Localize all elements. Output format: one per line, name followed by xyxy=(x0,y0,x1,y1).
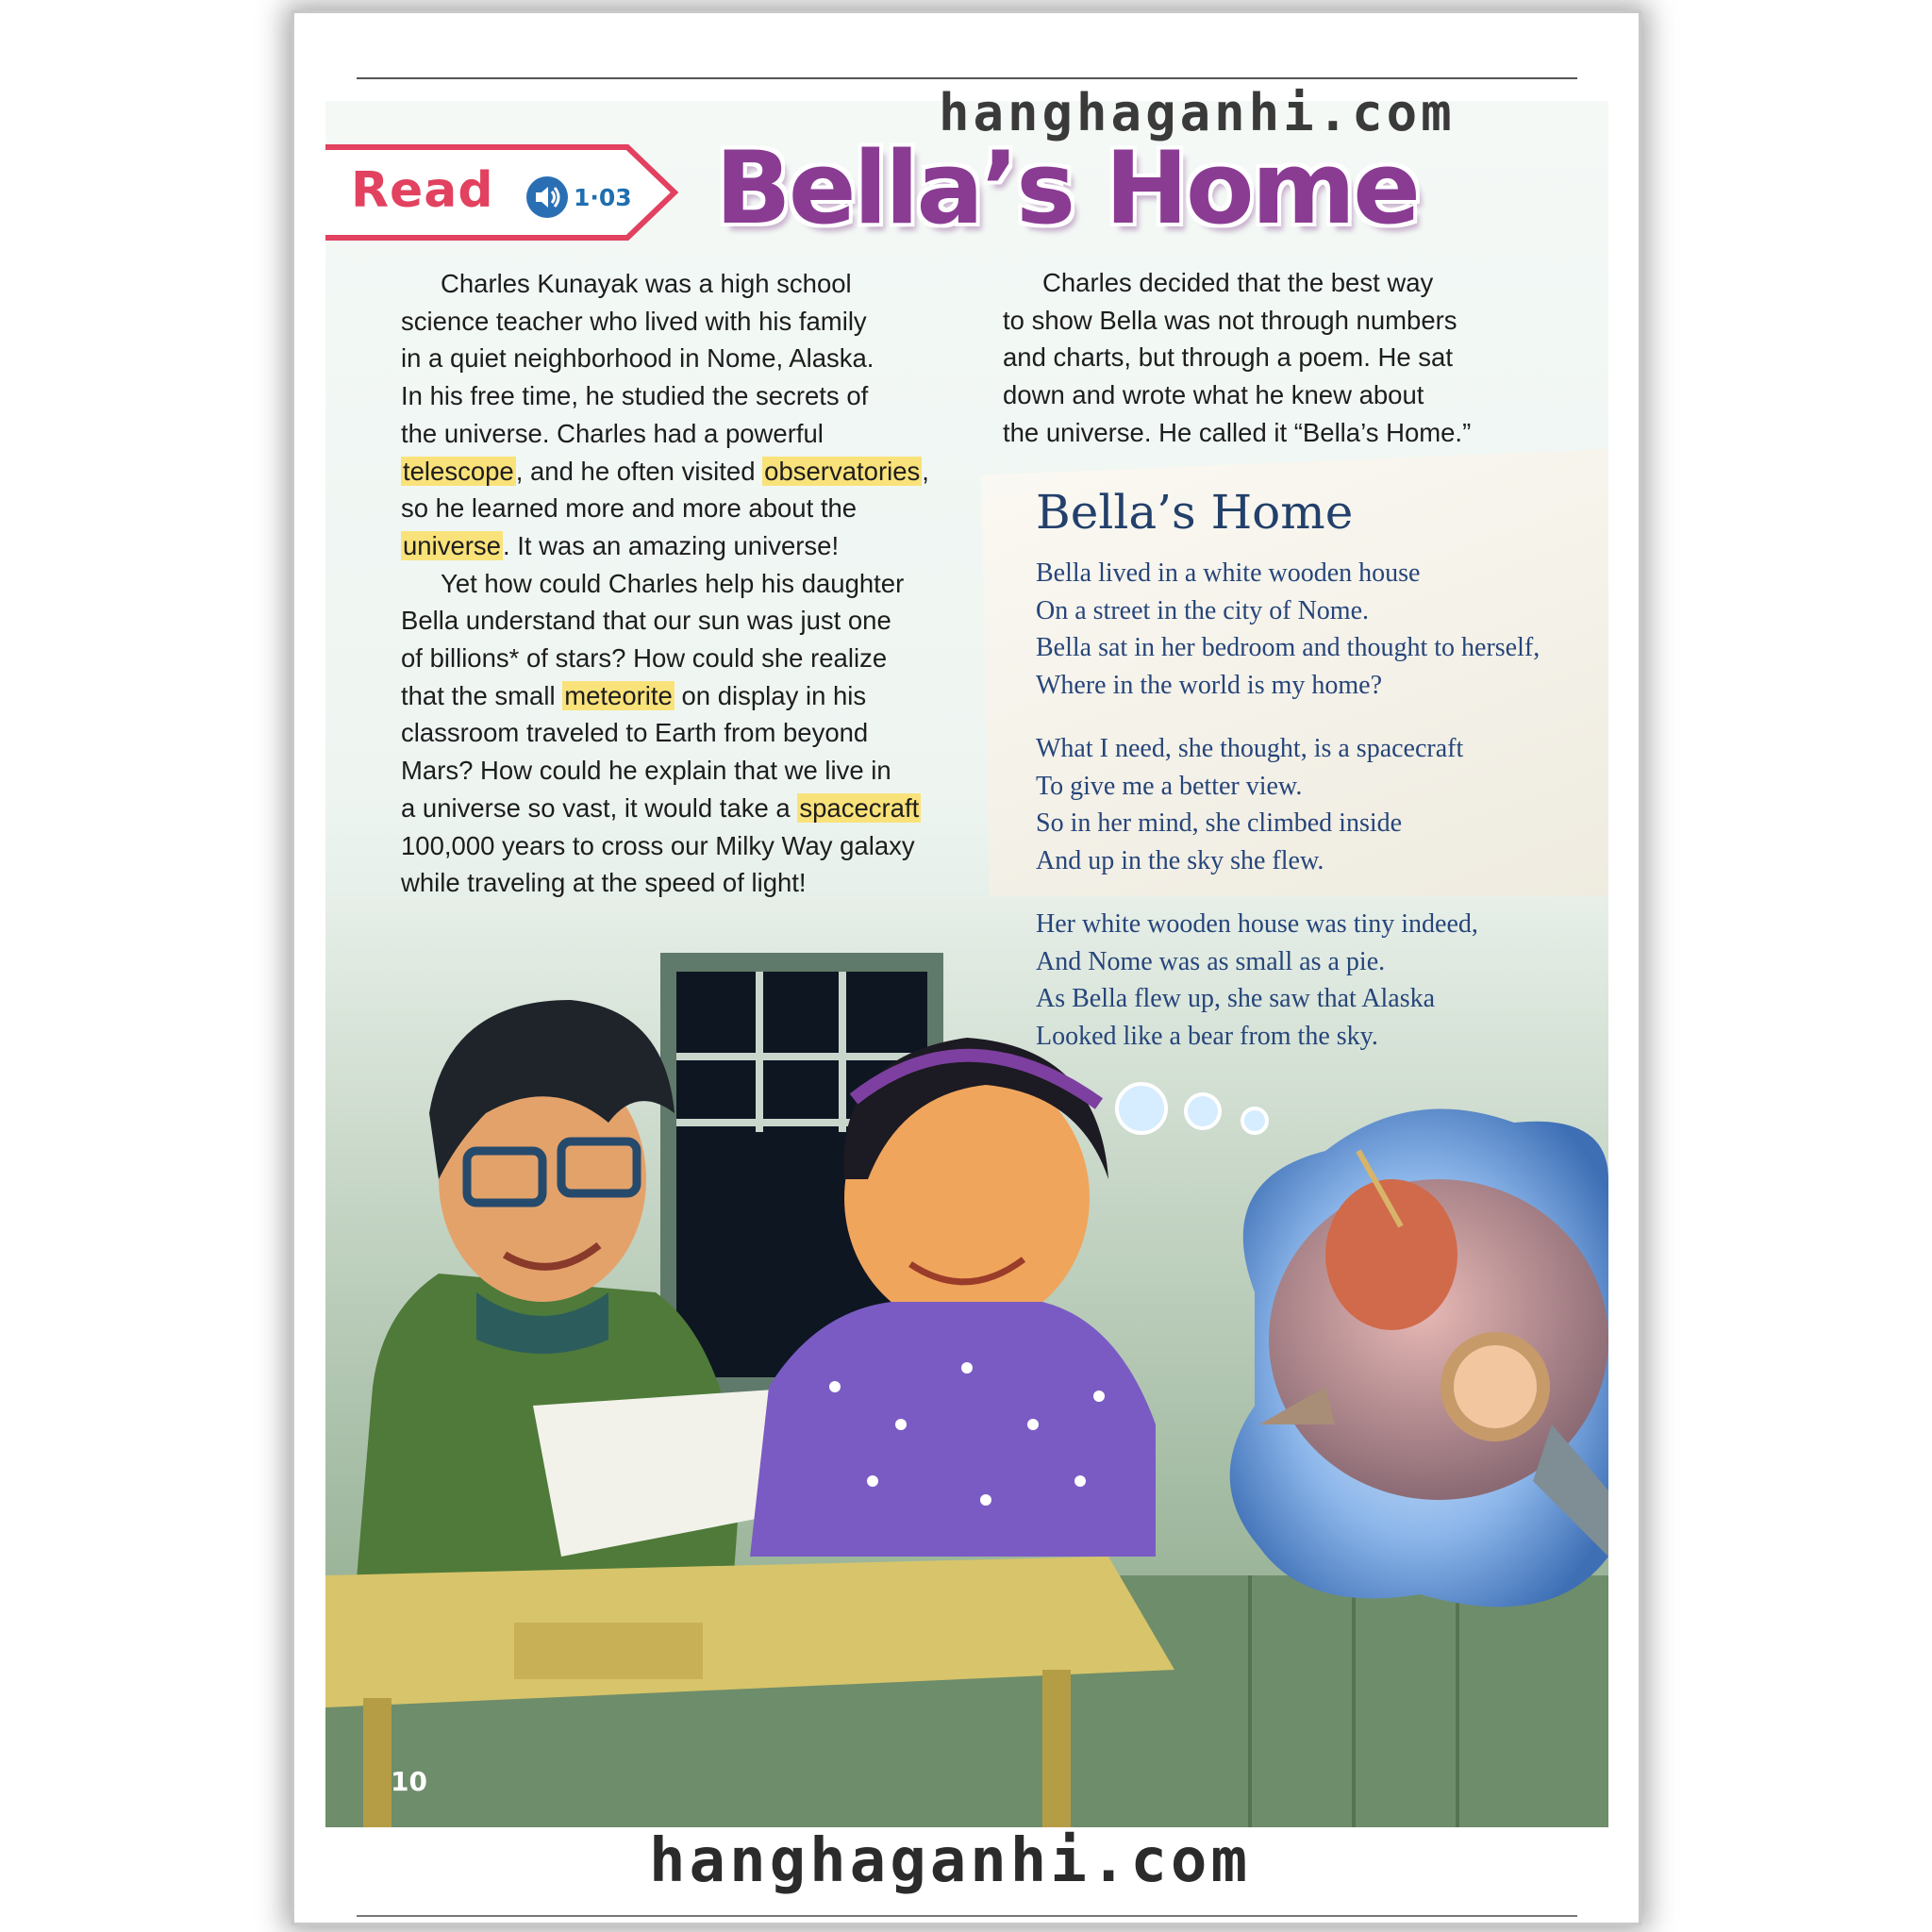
watermark-top: hanghaganhi.com xyxy=(939,83,1456,142)
vocab-highlight: meteorite xyxy=(564,680,673,710)
vocab-highlight: telescope xyxy=(403,456,514,486)
story-line: the universe. He called it “Bella’s Home.” xyxy=(1003,417,1472,447)
story-text: , and he often visited xyxy=(515,456,763,486)
story-text: a universe so vast, it would take a xyxy=(401,792,798,823)
story-text: . It was an amazing universe! xyxy=(502,530,840,560)
bottom-rule xyxy=(357,1915,1577,1917)
poem-line: Her white wooden house was tiny indeed, xyxy=(1036,909,1478,939)
story-text: on display in his xyxy=(674,680,867,710)
poem-line: As Bella flew up, she saw that Alaska xyxy=(1036,984,1436,1014)
page-number: 10 xyxy=(391,1766,427,1797)
story-text: that the small xyxy=(401,680,563,710)
story-line xyxy=(401,677,967,715)
poem-line: Bella lived in a white wooden house xyxy=(1036,558,1421,588)
story-line xyxy=(401,453,967,491)
poem-line: Looked like a bear from the sky. xyxy=(1036,1022,1378,1052)
story-line: Charles decided that the best way xyxy=(1042,268,1434,297)
story-right-column xyxy=(1003,264,1569,452)
story-line: Mars? How could he explain that we live in xyxy=(401,756,891,786)
story-line: Yet how could Charles help his daughter xyxy=(441,568,905,598)
story-line xyxy=(401,790,967,827)
story-title: Bella’s Home xyxy=(715,130,1419,246)
vocab-highlight: observatories xyxy=(764,456,921,486)
vocab-highlight: spacecraft xyxy=(799,792,920,823)
poem-title: Bella’s Home xyxy=(1036,485,1354,540)
story-line: In his free time, he studied the secrets of xyxy=(401,381,869,411)
story-line xyxy=(401,527,967,565)
vocab-highlight: universe xyxy=(403,530,501,560)
story-line: 100,000 years to cross our Milky Way galaxy xyxy=(401,830,915,860)
story-line: down and wrote what he knew about xyxy=(1003,380,1424,410)
top-rule xyxy=(357,77,1577,79)
story-text: , xyxy=(922,456,929,486)
story-left-column xyxy=(401,265,967,902)
story-line: to show Bella was not through numbers xyxy=(1003,305,1457,335)
poem-line: To give me a better view. xyxy=(1036,771,1303,801)
poem-line: So in her mind, she climbed inside xyxy=(1036,808,1403,839)
story-line: Bella understand that our sun was just one xyxy=(401,606,891,636)
poem-stanza-2 xyxy=(1036,730,1463,880)
audio-track-number: 1·03 xyxy=(574,184,632,211)
story-line: classroom traveled to Earth from beyond xyxy=(401,718,869,748)
poem-line: And Nome was as small as a pie. xyxy=(1036,946,1386,976)
poem-line: Where in the world is my home? xyxy=(1036,671,1383,701)
story-line: science teacher who lived with his family xyxy=(401,306,867,336)
story-line: while traveling at the speed of light! xyxy=(401,868,807,898)
story-line: in a quiet neighborhood in Nome, Alaska. xyxy=(401,343,874,374)
story-line: so he learned more and more about the xyxy=(401,493,858,524)
story-line: of billions* of stars? How could she realize xyxy=(401,643,888,674)
poem-stanza-1 xyxy=(1036,555,1540,705)
story-line: and charts, but through a poem. He sat xyxy=(1003,342,1453,373)
audio-speaker-icon[interactable] xyxy=(525,175,569,219)
story-line: Charles Kunayak was a high school xyxy=(441,269,852,298)
story-line: the universe. Charles had a powerful xyxy=(401,418,824,448)
poem-stanza-3 xyxy=(1036,906,1478,1056)
poem-line: Bella sat in her bedroom and thought to herself, xyxy=(1036,633,1541,663)
poem-line: And up in the sky she flew. xyxy=(1036,846,1324,876)
poem-line: What I need, she thought, is a spacecraft xyxy=(1036,734,1464,763)
read-label: Read xyxy=(351,162,494,219)
poem-line: On a street in the city of Nome. xyxy=(1036,595,1370,625)
watermark-bottom: hanghaganhi.com xyxy=(649,1826,1251,1896)
